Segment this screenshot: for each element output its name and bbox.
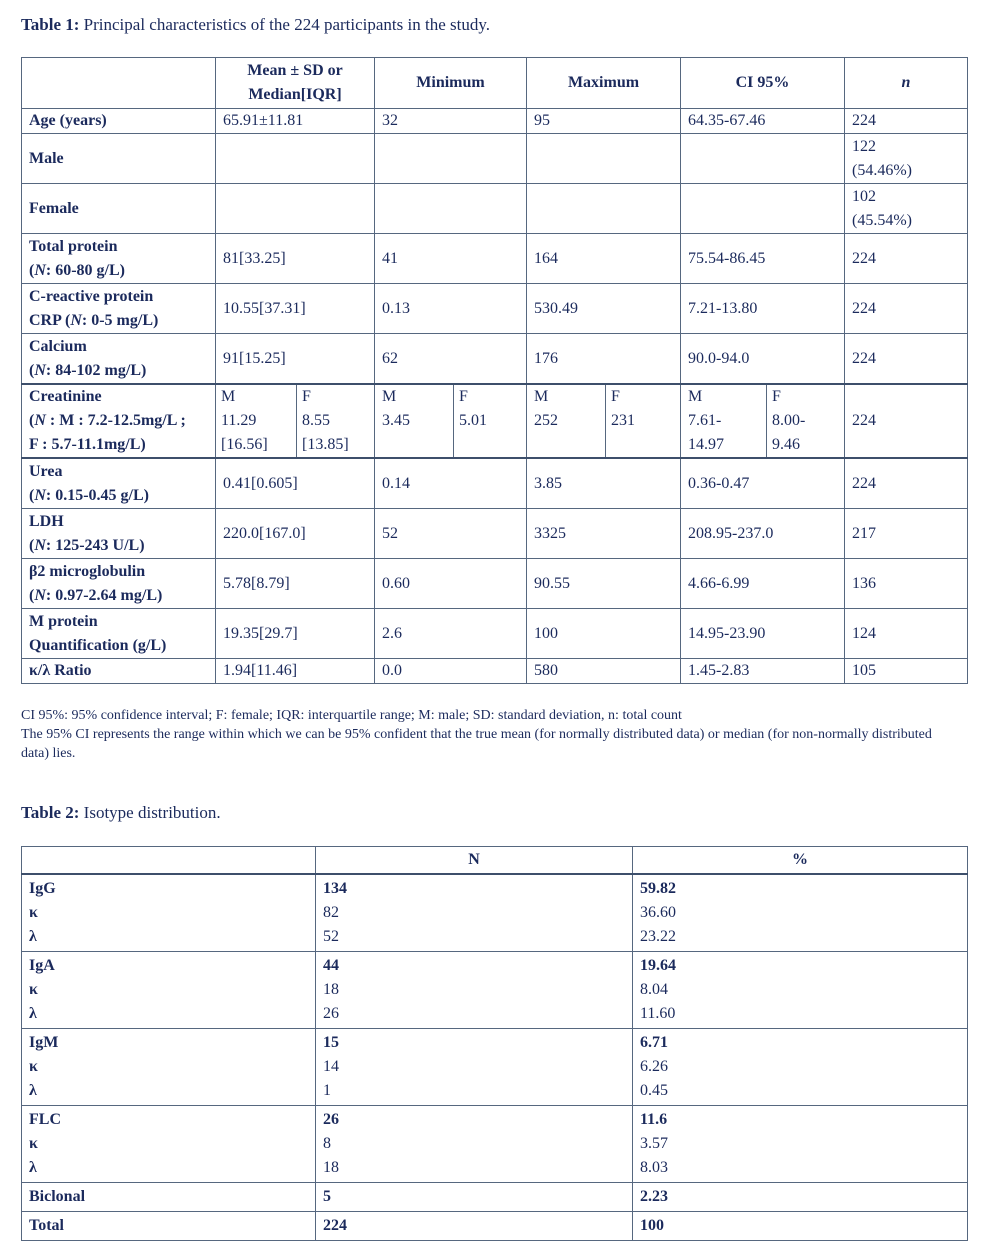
mean-header-line1: Mean ± SD or <box>247 62 343 79</box>
cell-max: 100 <box>527 609 681 659</box>
label-line2: (N: 0.97-2.64 mg/L) <box>29 586 163 604</box>
sex-label: F <box>459 388 468 405</box>
table-row <box>22 609 968 659</box>
kappa-pct: 6.26 <box>640 1058 668 1075</box>
group-label: IgG <box>29 880 56 897</box>
table-row <box>22 384 968 458</box>
table2-caption <box>21 803 221 823</box>
sex-label: F <box>302 388 311 405</box>
ref-range: : 0-5 mg/L) <box>81 311 159 329</box>
table-row <box>22 334 968 385</box>
iqr: [13.85] <box>302 436 349 453</box>
total-label: Total <box>22 1212 316 1241</box>
cell-max: 3.85 <box>527 458 681 509</box>
table-row <box>22 458 968 509</box>
ref-prefix: CRP ( <box>29 311 71 329</box>
total-n: 224 <box>316 1212 633 1241</box>
table-row <box>22 1183 968 1212</box>
isotype-n <box>316 874 633 952</box>
row-label: Female <box>22 184 216 234</box>
lambda-label: λ <box>29 1082 37 1099</box>
sex-label: F <box>611 388 620 405</box>
group-pct: 6.71 <box>640 1034 668 1051</box>
cell-ci: 75.54-86.45 <box>681 234 845 284</box>
isotype-n <box>316 952 633 1029</box>
kappa-label: κ <box>29 1135 38 1152</box>
table1-header-min: Minimum <box>375 58 527 109</box>
lambda-pct: 11.60 <box>640 1005 676 1022</box>
kappa-n: 18 <box>323 981 339 998</box>
ref-range: : 84-102 mg/L) <box>45 361 147 379</box>
cell-mean: 220.0[167.0] <box>216 509 375 559</box>
cell-ci <box>681 184 845 234</box>
value: 8.55 <box>302 412 330 429</box>
mean-female <box>296 385 374 457</box>
row-label <box>22 458 216 509</box>
cell-max: 90.55 <box>527 559 681 609</box>
kappa-pct: 36.60 <box>640 904 676 921</box>
cell-min: 52 <box>375 509 527 559</box>
sex-label: M <box>382 388 397 405</box>
value: 231 <box>611 412 635 429</box>
cell-max <box>527 134 681 184</box>
table1 <box>21 57 968 684</box>
isotype-labels <box>22 1029 316 1106</box>
row-label: Age (years) <box>22 109 216 134</box>
biclonal-n: 5 <box>316 1183 633 1212</box>
kappa-label: κ <box>29 1058 38 1075</box>
value: 8.00- <box>772 412 806 429</box>
ci-male <box>681 385 766 457</box>
n-line1: 122 <box>852 137 876 155</box>
ref-range: : 125-243 U/L) <box>45 536 145 554</box>
table1-caption-label: Table 1: <box>21 15 80 34</box>
label-line2: Quantification (g/L) <box>29 636 167 654</box>
table1-footnotes <box>21 706 951 763</box>
iqr: [16.56] <box>221 436 268 453</box>
cell-min: 0.0 <box>375 659 527 684</box>
cell-ci <box>681 134 845 184</box>
cell-n: 224 <box>845 284 968 334</box>
value: 9.46 <box>772 436 800 453</box>
ref-range: : 0.15-0.45 g/L) <box>45 486 149 504</box>
sex-label: M <box>534 388 549 405</box>
cell-min: 0.14 <box>375 458 527 509</box>
isotype-pct <box>633 1106 968 1183</box>
table-row <box>22 659 968 684</box>
cell-mean: 0.41[0.605] <box>216 458 375 509</box>
cell-n: 224 <box>845 234 968 284</box>
group-label: IgM <box>29 1034 59 1051</box>
row-label <box>22 609 216 659</box>
cell-max <box>527 184 681 234</box>
group-n: 15 <box>323 1034 339 1051</box>
max-male <box>527 385 605 457</box>
lambda-n: 52 <box>323 928 339 945</box>
table2-caption-label: Table 2: <box>21 803 80 822</box>
label-line1: M protein <box>29 612 98 630</box>
cell-mean: 10.55[37.31] <box>216 284 375 334</box>
lambda-pct: 8.03 <box>640 1159 668 1176</box>
cell-mean: 5.78[8.79] <box>216 559 375 609</box>
cell-mean <box>216 134 375 184</box>
cell-mean: 19.35[29.7] <box>216 609 375 659</box>
table1-header-n: n <box>845 58 968 109</box>
group-pct: 19.64 <box>640 957 676 974</box>
ref-symbol: N <box>34 361 46 379</box>
table-row <box>22 559 968 609</box>
table-row <box>22 234 968 284</box>
isotype-pct <box>633 952 968 1029</box>
label-line2: (N: 60-80 g/L) <box>29 261 125 279</box>
table2 <box>21 846 968 1241</box>
cell-ci: 7.21-13.80 <box>681 284 845 334</box>
cell-max: 176 <box>527 334 681 385</box>
ref-symbol: N <box>34 536 46 554</box>
total-pct: 100 <box>633 1212 968 1241</box>
cell-mean <box>216 384 375 458</box>
cell-n <box>845 184 968 234</box>
footnote-ci-explanation: The 95% CI represents the range within which we can be 95% confident that the true mean (for normally distributed data) or median (for non-normally distributed data) lies. <box>21 727 932 761</box>
label-line1: C-reactive protein <box>29 287 154 305</box>
ref-symbol: N <box>34 412 46 429</box>
ref-range: : M : 7.2-12.5mg/L ; <box>45 412 186 429</box>
isotype-labels <box>22 1106 316 1183</box>
isotype-labels <box>22 952 316 1029</box>
cell-min: 0.13 <box>375 284 527 334</box>
table-row <box>22 134 968 184</box>
kappa-pct: 8.04 <box>640 981 668 998</box>
cell-min: 2.6 <box>375 609 527 659</box>
footnote-abbreviations: CI 95%: 95% confidence interval; F: female; IQR: interquartile range; M: male; SD: standard deviation, n: total count <box>21 708 682 723</box>
value: 11.29 <box>221 412 257 429</box>
cell-ci: 14.95-23.90 <box>681 609 845 659</box>
row-label: Male <box>22 134 216 184</box>
cell-min <box>375 134 527 184</box>
cell-ci <box>681 384 845 458</box>
row-label <box>22 559 216 609</box>
kappa-label: κ <box>29 981 38 998</box>
lambda-label: λ <box>29 928 37 945</box>
n-line2: (45.54%) <box>852 211 912 229</box>
table1-header-empty <box>22 58 216 109</box>
table2-header-pct: % <box>633 847 968 875</box>
label-line1: Urea <box>29 462 63 480</box>
cell-min <box>375 184 527 234</box>
value: 7.61- <box>688 412 722 429</box>
label-line2: (N: 125-243 U/L) <box>29 536 145 554</box>
row-label <box>22 509 216 559</box>
kappa-label: κ <box>29 904 38 921</box>
isotype-n <box>316 1106 633 1183</box>
table-row <box>22 952 968 1029</box>
ref-symbol: N <box>34 261 46 279</box>
table-row <box>22 109 968 134</box>
cell-ci: 0.36-0.47 <box>681 458 845 509</box>
table2-caption-text: Isotype distribution. <box>83 803 221 822</box>
table1-header-ci: CI 95% <box>681 58 845 109</box>
lambda-n: 18 <box>323 1159 339 1176</box>
cell-min <box>375 384 527 458</box>
isotype-labels <box>22 874 316 952</box>
value: 252 <box>534 412 558 429</box>
cell-max: 95 <box>527 109 681 134</box>
group-n: 134 <box>323 880 347 897</box>
table1-header-row <box>22 58 968 109</box>
label-line2: (N: 0.15-0.45 g/L) <box>29 486 149 504</box>
table2-header-n: N <box>316 847 633 875</box>
lambda-n: 26 <box>323 1005 339 1022</box>
lambda-pct: 0.45 <box>640 1082 668 1099</box>
ref-range: : 0.97-2.64 mg/L) <box>45 586 163 604</box>
row-label <box>22 284 216 334</box>
n-line2: (54.46%) <box>852 161 912 179</box>
lambda-pct: 23.22 <box>640 928 676 945</box>
table-row <box>22 874 968 952</box>
row-label <box>22 334 216 385</box>
cell-n: 105 <box>845 659 968 684</box>
label-line1: Calcium <box>29 337 87 355</box>
row-label <box>22 234 216 284</box>
cell-ci: 208.95-237.0 <box>681 509 845 559</box>
group-n: 44 <box>323 957 339 974</box>
cell-min: 41 <box>375 234 527 284</box>
n-line1: 102 <box>852 187 876 205</box>
cell-mean: 81[33.25] <box>216 234 375 284</box>
cell-max <box>527 384 681 458</box>
ref-symbol: N <box>34 586 46 604</box>
ref-range: : 60-80 g/L) <box>45 261 125 279</box>
table2-header-row <box>22 847 968 875</box>
group-n: 26 <box>323 1111 339 1128</box>
table1-header-max: Maximum <box>527 58 681 109</box>
label-line1: Creatinine <box>29 388 102 405</box>
min-male <box>375 385 453 457</box>
cell-mean <box>216 184 375 234</box>
group-label: IgA <box>29 957 55 974</box>
table2-header-empty <box>22 847 316 875</box>
isotype-pct <box>633 874 968 952</box>
lambda-label: λ <box>29 1159 37 1176</box>
table1-caption-text: Principal characteristics of the 224 participants in the study. <box>83 15 490 34</box>
ref-symbol: N <box>34 486 46 504</box>
cell-n <box>845 134 968 184</box>
cell-min: 62 <box>375 334 527 385</box>
value: 5.01 <box>459 412 487 429</box>
cell-ci: 90.0-94.0 <box>681 334 845 385</box>
sex-label: F <box>772 388 781 405</box>
cell-n: 224 <box>845 384 968 458</box>
ref-symbol: N <box>70 311 82 329</box>
group-pct: 11.6 <box>640 1111 668 1128</box>
cell-max: 530.49 <box>527 284 681 334</box>
cell-n: 224 <box>845 334 968 385</box>
cell-max: 580 <box>527 659 681 684</box>
label-line1: LDH <box>29 512 64 530</box>
table-row <box>22 284 968 334</box>
ci-female <box>766 385 844 457</box>
isotype-n <box>316 1029 633 1106</box>
table-row <box>22 509 968 559</box>
sex-label: M <box>221 388 236 405</box>
lambda-label: λ <box>29 1005 37 1022</box>
value: 14.97 <box>688 436 724 453</box>
label-line1: β2 microglobulin <box>29 562 146 580</box>
cell-max: 3325 <box>527 509 681 559</box>
table1-header-mean <box>216 58 375 109</box>
label-line1: Total protein <box>29 237 118 255</box>
label-line2: (N: 84-102 mg/L) <box>29 361 147 379</box>
lambda-n: 1 <box>323 1082 331 1099</box>
value: 3.45 <box>382 412 410 429</box>
cell-ci: 1.45-2.83 <box>681 659 845 684</box>
cell-min: 0.60 <box>375 559 527 609</box>
table-row <box>22 184 968 234</box>
table-row <box>22 1212 968 1241</box>
kappa-n: 8 <box>323 1135 331 1152</box>
cell-mean: 65.91±11.81 <box>216 109 375 134</box>
group-label: FLC <box>29 1111 61 1128</box>
group-pct: 59.82 <box>640 880 676 897</box>
table-row <box>22 1106 968 1183</box>
isotype-pct <box>633 1029 968 1106</box>
cell-n: 217 <box>845 509 968 559</box>
label-line3: F : 5.7-11.1mg/L) <box>29 436 146 453</box>
row-label <box>22 384 216 458</box>
table1-caption <box>21 15 490 35</box>
cell-min: 32 <box>375 109 527 134</box>
min-female <box>453 385 526 457</box>
mean-header-line2: Median[IQR] <box>248 86 342 103</box>
label-line2: (N : M : 7.2-12.5mg/L ; <box>29 412 186 429</box>
cell-n: 124 <box>845 609 968 659</box>
cell-mean: 91[15.25] <box>216 334 375 385</box>
mean-male <box>216 385 296 457</box>
kappa-n: 14 <box>323 1058 339 1075</box>
row-label: κ/λ Ratio <box>22 659 216 684</box>
cell-n: 224 <box>845 109 968 134</box>
cell-mean: 1.94[11.46] <box>216 659 375 684</box>
table-row <box>22 1029 968 1106</box>
kappa-pct: 3.57 <box>640 1135 668 1152</box>
max-female <box>605 385 680 457</box>
cell-n: 224 <box>845 458 968 509</box>
sex-label: M <box>688 388 703 405</box>
cell-max: 164 <box>527 234 681 284</box>
cell-ci: 4.66-6.99 <box>681 559 845 609</box>
label-line2 <box>29 309 208 333</box>
kappa-n: 82 <box>323 904 339 921</box>
cell-n: 136 <box>845 559 968 609</box>
biclonal-label: Biclonal <box>22 1183 316 1212</box>
biclonal-pct: 2.23 <box>633 1183 968 1212</box>
cell-ci: 64.35-67.46 <box>681 109 845 134</box>
